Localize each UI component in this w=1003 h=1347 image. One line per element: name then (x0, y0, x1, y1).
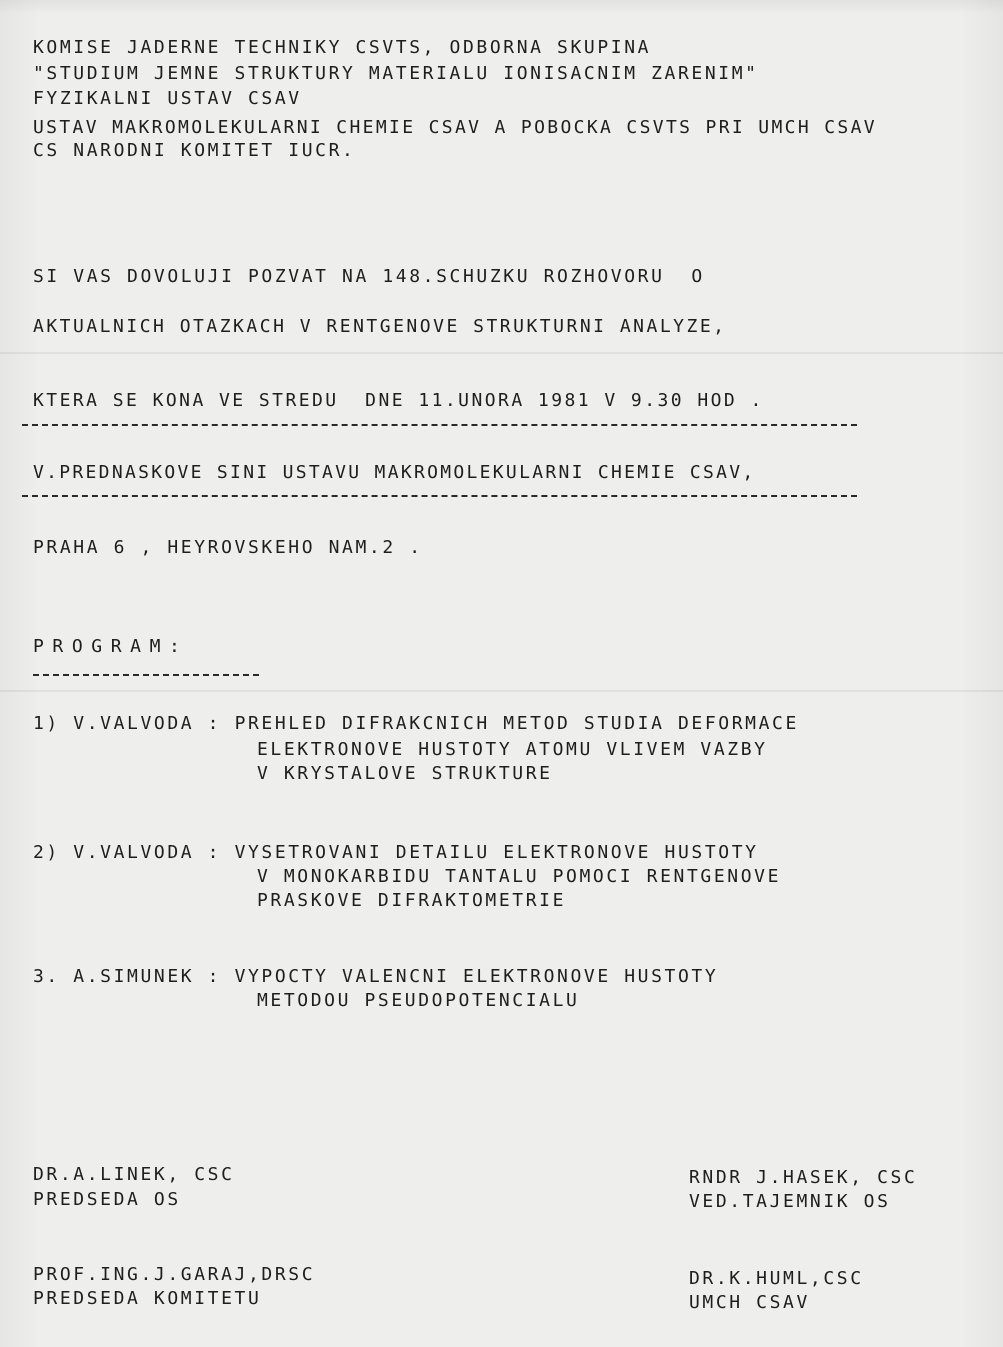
invitation-topic: AKTUALNICH OTAZKACH V RENTGENOVE STRUKTURNI ANALYZE, (33, 316, 727, 337)
signature-name: DR.K.HUML,CSC (689, 1268, 864, 1289)
fold-line (0, 352, 1003, 354)
signature-name: DR.A.LINEK, CSC (33, 1164, 235, 1185)
program-underline (33, 674, 259, 676)
header-line-group-title: "STUDIUM JEMNE STRUKTURY MATERIALU IONISACNIM ZARENIM" (33, 63, 759, 84)
program-item (33, 966, 718, 988)
signature-role: PREDSEDA KOMITETU (33, 1288, 262, 1309)
signature-role: VED.TAJEMNIK OS (689, 1191, 891, 1212)
program-item-title-line: VYSETROVANI DETAILU ELEKTRONOVE HUSTOTY (234, 842, 759, 863)
program-item-speaker: 1) V.VALVODA : (33, 713, 235, 734)
header-line-national-committee: CS NARODNI KOMITET IUCR. (33, 140, 356, 161)
program-item-speaker: 3. A.SIMUNEK : (33, 966, 235, 987)
meeting-venue: V.PREDNASKOVE SINI USTAVU MAKROMOLEKULARNI CHEMIE CSAV, (33, 462, 756, 483)
header-line-committee: KOMISE JADERNE TECHNIKY CSVTS, ODBORNA SKUPINA (33, 37, 652, 58)
program-item (33, 713, 799, 735)
program-item-speaker: 2) V.VALVODA : (33, 842, 235, 863)
signature-role: UMCH CSAV (689, 1292, 810, 1313)
program-item-title-line: PREHLED DIFRAKCNICH METOD STUDIA DEFORMACE (234, 713, 799, 734)
meeting-address: PRAHA 6 , HEYROVSKEHO NAM.2 . (33, 537, 423, 558)
program-heading: PROGRAM: (33, 636, 189, 657)
header-line-physics-institute: FYZIKALNI USTAV CSAV (33, 88, 302, 109)
program-item-title-line: METODOU PSEUDOPOTENCIALU (257, 990, 580, 1011)
program-item-title-line: ELEKTRONOVE HUSTOTY ATOMU VLIVEM VAZBY (257, 739, 768, 760)
dashed-divider (22, 424, 857, 426)
fold-line (0, 690, 1003, 692)
program-item (33, 842, 759, 864)
signature-role: PREDSEDA OS (33, 1189, 181, 1210)
signature-name: PROF.ING.J.GARAJ,DRSC (33, 1264, 316, 1285)
invitation-line: SI VAS DOVOLUJI POZVAT NA 148.SCHUZKU ROZHOVORU O (33, 266, 705, 287)
signature-name: RNDR J.HASEK, CSC (689, 1167, 918, 1188)
program-item-title-line: V KRYSTALOVE STRUKTURE (257, 763, 553, 784)
header-line-macromolecular-institute: USTAV MAKROMOLEKULARNI CHEMIE CSAV A POBOCKA CSVTS PRI UMCH CSAV (33, 117, 877, 138)
dashed-divider (22, 495, 857, 497)
program-item-title-line: VYPOCTY VALENCNI ELEKTRONOVE HUSTOTY (234, 966, 719, 987)
program-item-title-line: PRASKOVE DIFRAKTOMETRIE (257, 890, 567, 911)
program-item-title-line: V MONOKARBIDU TANTALU POMOCI RENTGENOVE (257, 866, 782, 887)
meeting-date-time: KTERA SE KONA VE STREDU DNE 11.UNORA 1981 V 9.30 HOD . (33, 390, 764, 411)
